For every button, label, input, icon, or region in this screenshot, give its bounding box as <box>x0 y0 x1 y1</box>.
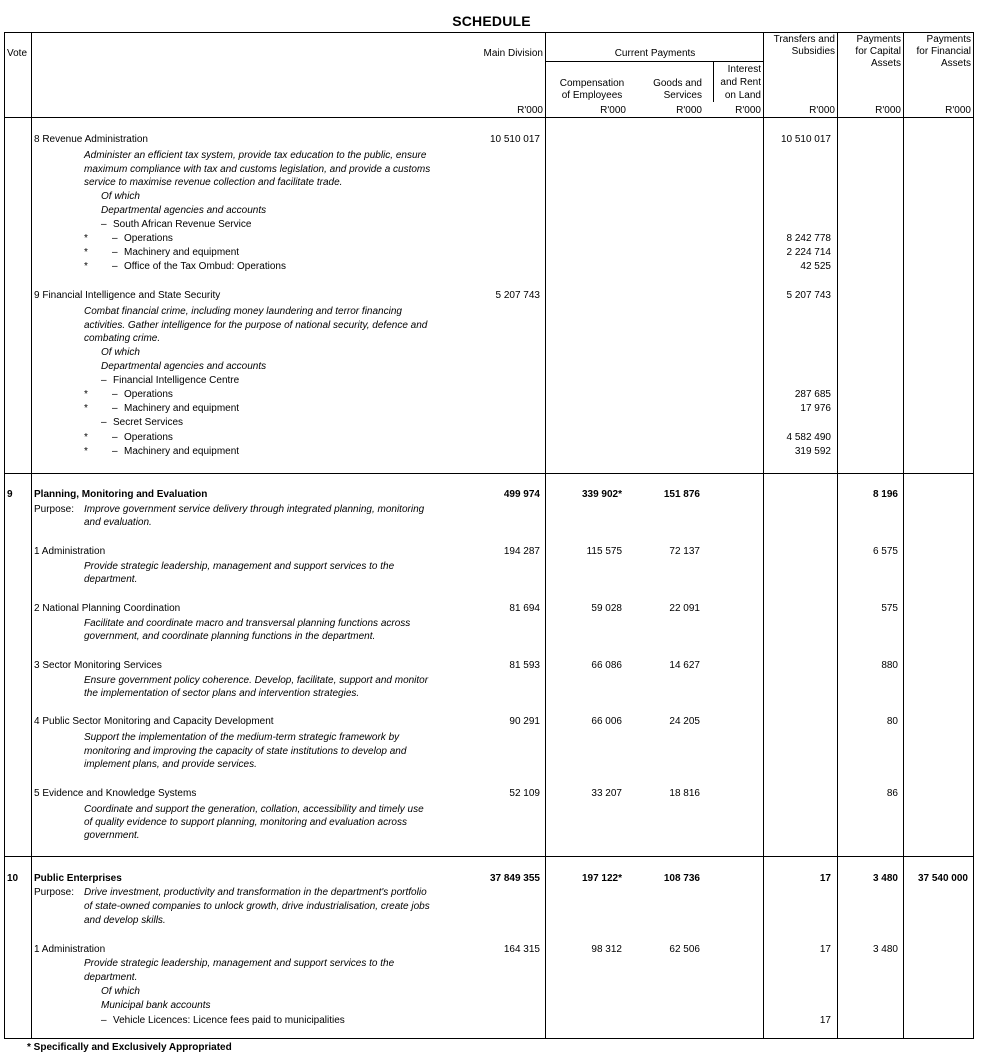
capital-assets-value: 3 480 <box>872 873 898 884</box>
line-item: Vehicle Licences: Licence fees paid to municipalities <box>113 1015 345 1026</box>
programme-description: combating crime. <box>84 333 161 344</box>
programme-description: department. <box>84 972 138 983</box>
specific-appropriation-marker: * <box>84 247 88 258</box>
dash-marker: – <box>101 1015 107 1026</box>
of-which-label: Of which <box>101 986 140 997</box>
capital-assets-value: 575 <box>881 603 898 614</box>
line-item: Operations <box>124 389 173 400</box>
header-financial-assets: for Financial <box>916 46 971 57</box>
goods-services-value: 18 816 <box>669 788 700 799</box>
purpose-text: and evaluation. <box>84 517 152 528</box>
unit-label: R'000 <box>945 105 971 116</box>
row-divider <box>4 117 974 118</box>
agency-category: Municipal bank accounts <box>101 1000 211 1011</box>
unit-label: R'000 <box>875 105 901 116</box>
specific-appropriation-marker: * <box>84 261 88 272</box>
programme-name: 3 Sector Monitoring Services <box>34 660 162 671</box>
transfers-value: 17 <box>819 944 831 955</box>
specific-appropriation-marker: * <box>84 432 88 443</box>
programme-description: Support the implementation of the medium-term strategic framework by <box>84 732 400 743</box>
transfers-value: 5 207 743 <box>786 290 831 301</box>
programme-description: Provide strategic leadership, management and support services to the <box>84 958 395 969</box>
unit-label: R'000 <box>735 105 761 116</box>
line-item: Office of the Tax Ombud: Operations <box>124 261 286 272</box>
programme-name: 8 Revenue Administration <box>34 134 148 145</box>
main-division-value: 164 315 <box>503 944 540 955</box>
programme-description: of quality evidence to support planning, monitoring and evaluation across <box>84 817 407 828</box>
programme-description: Provide strategic leadership, management and support services to the <box>84 561 395 572</box>
main-division-value: 81 694 <box>509 603 540 614</box>
capital-assets-value: 8 196 <box>872 489 898 500</box>
main-division-value: 5 207 743 <box>495 290 540 301</box>
compensation-value: 197 122* <box>581 873 622 884</box>
agency-name: South African Revenue Service <box>113 219 252 230</box>
goods-services-value: 24 205 <box>669 716 700 727</box>
programme-name: 5 Evidence and Knowledge Systems <box>34 788 197 799</box>
header-goods-services: Services <box>663 90 702 101</box>
programme-description: Ensure government policy coherence. Develop, facilitate, support and monitor <box>84 675 429 686</box>
compensation-value: 98 312 <box>591 944 622 955</box>
footnote: * Specifically and Exclusively Appropriated <box>27 1042 232 1053</box>
transfers-value: 319 592 <box>794 446 831 457</box>
header-main-division: Main Division <box>483 48 543 59</box>
of-which-label: Of which <box>101 347 140 358</box>
goods-services-value: 62 506 <box>669 944 700 955</box>
line-item: Operations <box>124 233 173 244</box>
agency-name: Secret Services <box>113 417 184 428</box>
programme-description: activities. Gather intelligence for the purpose of national security, defence and <box>84 320 428 331</box>
row-divider <box>4 856 974 857</box>
of-which-label: Of which <box>101 191 140 202</box>
row-divider <box>4 473 974 474</box>
header-vote: Vote <box>7 48 28 59</box>
compensation-value: 59 028 <box>591 603 622 614</box>
row-divider <box>546 61 764 62</box>
programme-description: Facilitate and coordinate macro and transversal planning functions across <box>84 618 411 629</box>
programme-description: government, and coordinate planning functions in the department. <box>84 631 376 642</box>
line-item: Machinery and equipment <box>124 403 240 414</box>
purpose-label: Purpose: <box>34 887 75 898</box>
transfers-value: 8 242 778 <box>786 233 831 244</box>
programme-name: 2 National Planning Coordination <box>34 603 181 614</box>
dash-marker: – <box>112 446 118 457</box>
unit-label: R'000 <box>676 105 702 116</box>
col-divider <box>763 32 764 1039</box>
programme-description: government. <box>84 830 140 841</box>
purpose-text: and develop skills. <box>84 915 166 926</box>
main-division-value: 81 593 <box>509 660 540 671</box>
unit-label: R'000 <box>600 105 626 116</box>
main-division-value: 90 291 <box>509 716 540 727</box>
programme-description: service to maximise revenue collection and facilitate trade. <box>84 177 343 188</box>
purpose-text: of state-owned companies to unlock growth, drive industrialisation, create jobs <box>84 901 430 912</box>
capital-assets-value: 3 480 <box>872 944 898 955</box>
programme-name: 1 Administration <box>34 546 106 557</box>
programme-name: 4 Public Sector Monitoring and Capacity Development <box>34 716 274 727</box>
col-divider <box>903 32 904 1039</box>
header-interest: and Rent <box>720 77 761 88</box>
agency-category: Departmental agencies and accounts <box>101 361 267 372</box>
goods-services-value: 108 736 <box>663 873 700 884</box>
dash-marker: – <box>112 247 118 258</box>
goods-services-value: 151 876 <box>663 489 700 500</box>
header-transfers: Subsidies <box>791 46 835 57</box>
goods-services-value: 72 137 <box>669 546 700 557</box>
programme-name: 1 Administration <box>34 944 106 955</box>
header-transfers: Transfers and <box>773 34 835 45</box>
vote-number: 9 <box>7 489 13 500</box>
col-divider <box>545 32 546 1039</box>
programme-description: Administer an efficient tax system, provide tax education to the public, ensure <box>84 150 427 161</box>
line-item: Operations <box>124 432 173 443</box>
goods-services-value: 14 627 <box>669 660 700 671</box>
capital-assets-value: 6 575 <box>872 546 898 557</box>
col-divider <box>837 32 838 1039</box>
main-division-value: 499 974 <box>503 489 540 500</box>
header-compensation: of Employees <box>561 90 623 101</box>
purpose-text: Drive investment, productivity and transformation in the department's portfolio <box>84 887 427 898</box>
programme-description: maximum compliance with tax and customs legislation, and provide a customs <box>84 164 431 175</box>
vote-number: 10 <box>7 873 19 884</box>
main-division-value: 10 510 017 <box>489 134 540 145</box>
dash-marker: – <box>112 432 118 443</box>
header-capital-assets: for Capital <box>855 46 901 57</box>
header-current-payments: Current Payments <box>614 48 696 59</box>
transfers-value: 17 <box>819 873 831 884</box>
compensation-value: 115 575 <box>586 546 622 557</box>
header-financial-assets: Assets <box>940 58 971 69</box>
header-compensation: Compensation <box>559 78 625 89</box>
line-item: Machinery and equipment <box>124 446 240 457</box>
programme-description: implement plans, and provide services. <box>84 759 257 770</box>
header-financial-assets: Payments <box>926 34 971 45</box>
transfers-value: 17 <box>819 1015 831 1026</box>
header-interest: Interest <box>727 64 761 75</box>
programme-description: Combat financial crime, including money laundering and terror financing <box>84 306 402 317</box>
dash-marker: – <box>112 389 118 400</box>
main-division-value: 52 109 <box>509 788 540 799</box>
compensation-value: 66 006 <box>591 716 622 727</box>
specific-appropriation-marker: * <box>84 446 88 457</box>
agency-category: Departmental agencies and accounts <box>101 205 267 216</box>
purpose-label: Purpose: <box>34 504 75 515</box>
unit-label: R'000 <box>809 105 835 116</box>
transfers-value: 17 976 <box>800 403 831 414</box>
programme-description: monitoring and improving the capacity of state institutions to develop and <box>84 746 407 757</box>
header-goods-services: Goods and <box>653 78 702 89</box>
financial-assets-value: 37 540 000 <box>917 873 968 884</box>
compensation-value: 33 207 <box>591 788 622 799</box>
programme-description: department. <box>84 574 138 585</box>
header-interest: on Land <box>724 90 761 101</box>
purpose-text: Improve government service delivery through integrated planning, monitoring <box>84 504 425 515</box>
dash-marker: – <box>112 233 118 244</box>
capital-assets-value: 86 <box>886 788 898 799</box>
compensation-value: 339 902* <box>581 489 622 500</box>
dash-marker: – <box>101 375 107 386</box>
dash-marker: – <box>112 261 118 272</box>
unit-label: R'000 <box>517 105 543 116</box>
header-capital-assets: Payments <box>856 34 901 45</box>
goods-services-value: 22 091 <box>669 603 700 614</box>
dash-marker: – <box>112 403 118 414</box>
transfers-value: 2 224 714 <box>786 247 831 258</box>
specific-appropriation-marker: * <box>84 233 88 244</box>
transfers-value: 4 582 490 <box>786 432 831 443</box>
transfers-value: 10 510 017 <box>780 134 831 145</box>
programme-description: Coordinate and support the generation, collation, accessibility and timely use <box>84 804 424 815</box>
dash-marker: – <box>101 417 107 428</box>
vote-name: Public Enterprises <box>34 873 122 884</box>
programme-name: 9 Financial Intelligence and State Security <box>34 290 221 301</box>
capital-assets-value: 80 <box>886 716 898 727</box>
page-title: SCHEDULE <box>452 13 531 29</box>
transfers-value: 287 685 <box>794 389 831 400</box>
compensation-value: 66 086 <box>591 660 622 671</box>
main-division-value: 194 287 <box>503 546 540 557</box>
programme-description: the implementation of sector plans and intervention strategies. <box>84 688 360 699</box>
specific-appropriation-marker: * <box>84 389 88 400</box>
dash-marker: – <box>101 219 107 230</box>
line-item: Machinery and equipment <box>124 247 240 258</box>
transfers-value: 42 525 <box>800 261 831 272</box>
header-capital-assets: Assets <box>870 58 901 69</box>
specific-appropriation-marker: * <box>84 403 88 414</box>
col-divider <box>31 32 32 1039</box>
capital-assets-value: 880 <box>881 660 898 671</box>
main-division-value: 37 849 355 <box>489 873 540 884</box>
agency-name: Financial Intelligence Centre <box>113 375 240 386</box>
vote-name: Planning, Monitoring and Evaluation <box>34 489 208 500</box>
